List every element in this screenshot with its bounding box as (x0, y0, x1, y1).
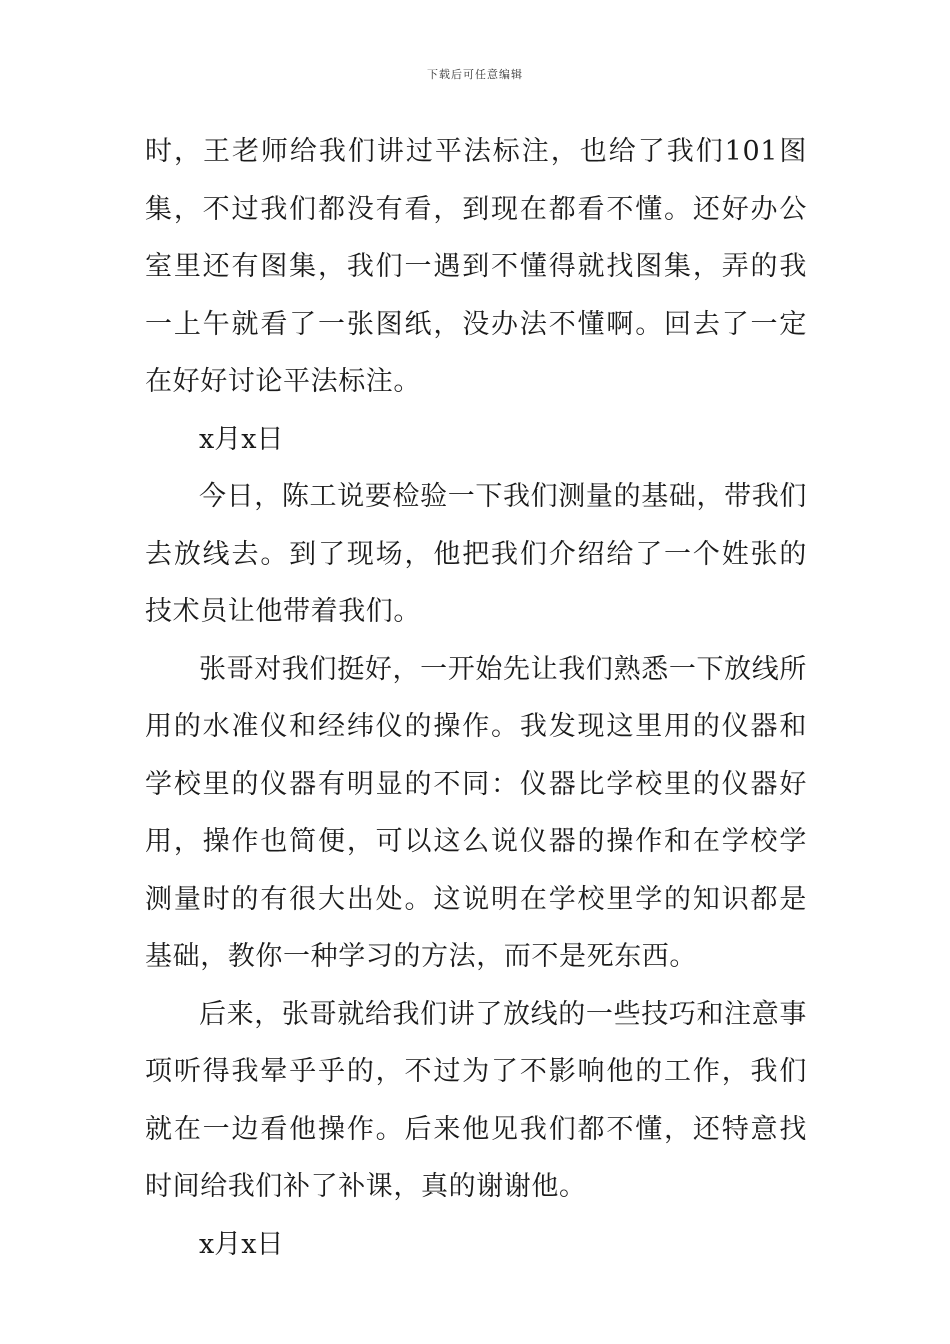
paragraph-continuation: 时，王老师给我们讲过平法标注，也给了我们101图集，不过我们都没有看，到现在都看不懂。还好办公室里还有图集，我们一遇到不懂得就找图集，弄的我一上午就看了一张图纸，没办法不懂啊。回去了一定在好好讨论平法标注。 (145, 136, 807, 397)
paragraph: 今日，陈工说要检验一下我们测量的基础，带我们去放线去。到了现场，他把我们介绍给了一个姓张的技术员让他带着我们。 (145, 481, 807, 627)
paragraph: 张哥对我们挺好，一开始先让我们熟悉一下放线所用的水准仪和经纬仪的操作。我发现这里用的仪器和学校里的仪器有明显的不同：仪器比学校里的仪器好用，操作也简便，可以这么说仪器的操作和在学校学测量时的有很大出处。这说明在学校里学的知识都是基础，教你一种学习的方法，而不是死东西。 (145, 653, 807, 972)
paragraph: 后来，张哥就给我们讲了放线的一些技巧和注意事项听得我晕乎乎的，不过为了不影响他的工作，我们就在一边看他操作。后来他见我们都不懂，还特意找时间给我们补了补课，真的谢谢他。 (145, 998, 807, 1202)
diary-date: x月x日 (199, 423, 284, 455)
header-note: 下载后可任意编辑 (427, 68, 523, 81)
diary-date: x月x日 (199, 1228, 284, 1260)
document-body (145, 123, 807, 1273)
